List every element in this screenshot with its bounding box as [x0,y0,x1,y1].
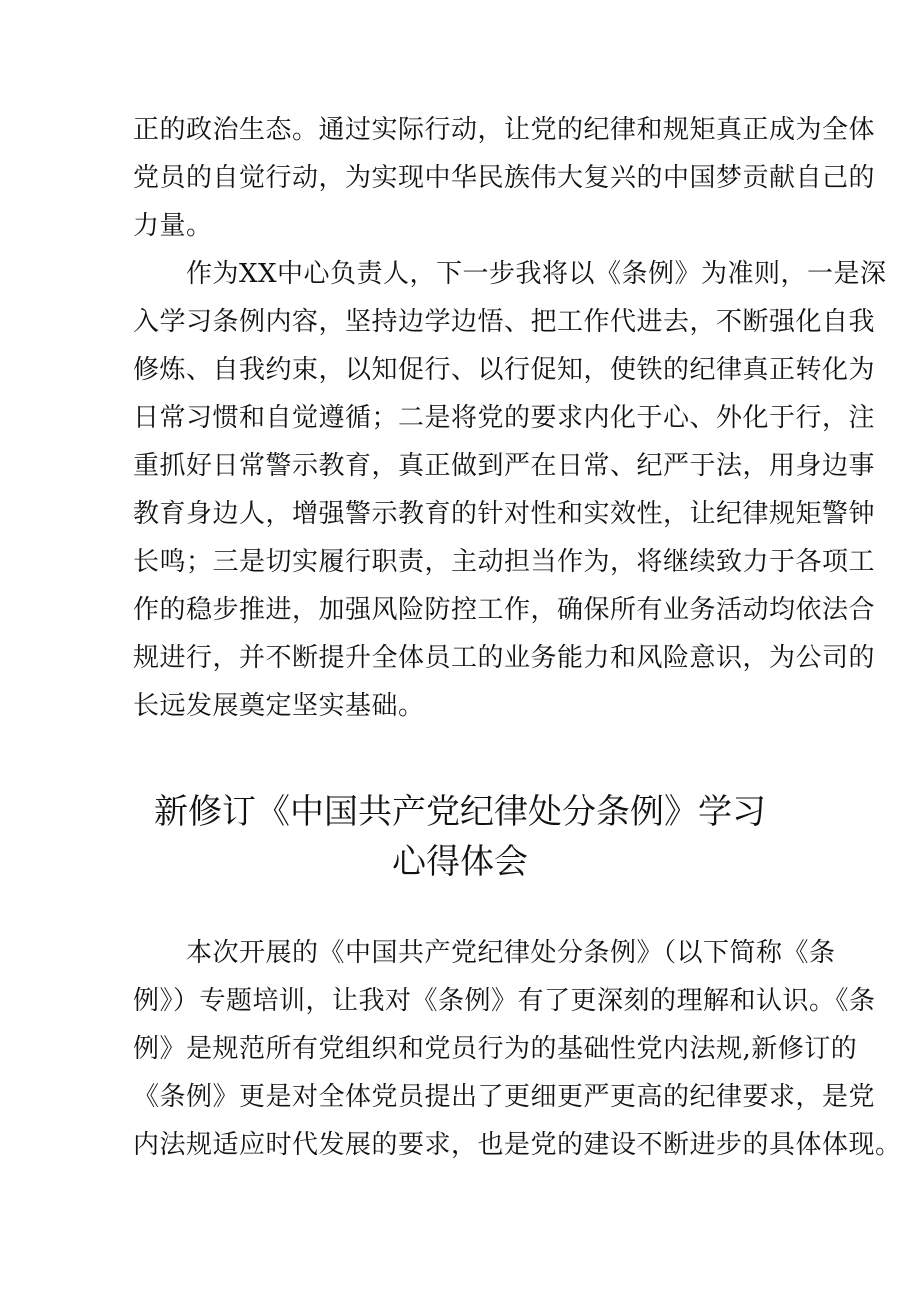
text-line: 长鸣；三是切实履行职责，主动担当作为，将继续致力于各项工 [133,547,876,577]
text-line: 重抓好日常警示教育，真正做到严在日常、纪严于法，用身边事 [133,451,876,481]
text-line: 例》）专题培训，让我对《条例》有了更深刻的理解和认识。《条 [133,986,876,1016]
text-line: 教育身边人，增强警示教育的针对性和实效性，让纪律规矩警钟 [133,499,876,529]
text-line: 党员的自觉行动，为实现中华民族伟大复兴的中国梦贡献自己的 [133,163,876,193]
text-line: 例》是规范所有党组织和党员行为的基础性党内法规,新修订的 [133,1034,858,1064]
title-line-1: 新修订《中国共产党纪律处分条例》学习 [154,792,766,832]
text-line: 作为XX中心负责人，下一步我将以《条例》为准则，一是深 [133,259,887,289]
text-line: 规进行，并不断提升全体员工的业务能力和风险意识，为公司的 [133,643,876,673]
text-line: 内法规适应时代发展的要求，也是党的建设不断进步的具体体现。 [133,1130,902,1160]
text-line: 作的稳步推进，加强风险防控工作，确保所有业务活动均依法合 [133,595,876,625]
text-line: 《条例》更是对全体党员提出了更细更严更高的纪律要求，是党 [133,1082,876,1112]
text-line: 日常习惯和自觉遵循；二是将党的要求内化于心、外化于行，注 [133,403,876,433]
text-line: 长远发展奠定坚实基础。 [133,691,425,721]
title-line-2: 心得体会 [392,842,528,882]
text-line: 正的政治生态。通过实际行动，让党的纪律和规矩真正成为全体 [133,115,876,145]
text-line: 入学习条例内容，坚持边学边悟、把工作代进去，不断强化自我 [133,307,876,337]
text-line: 本次开展的《中国共产党纪律处分条例》（以下简称《条 [133,938,836,968]
text-line: 力量。 [133,211,213,241]
text-line: 修炼、自我约束，以知促行、以行促知，使铁的纪律真正转化为 [133,355,876,385]
